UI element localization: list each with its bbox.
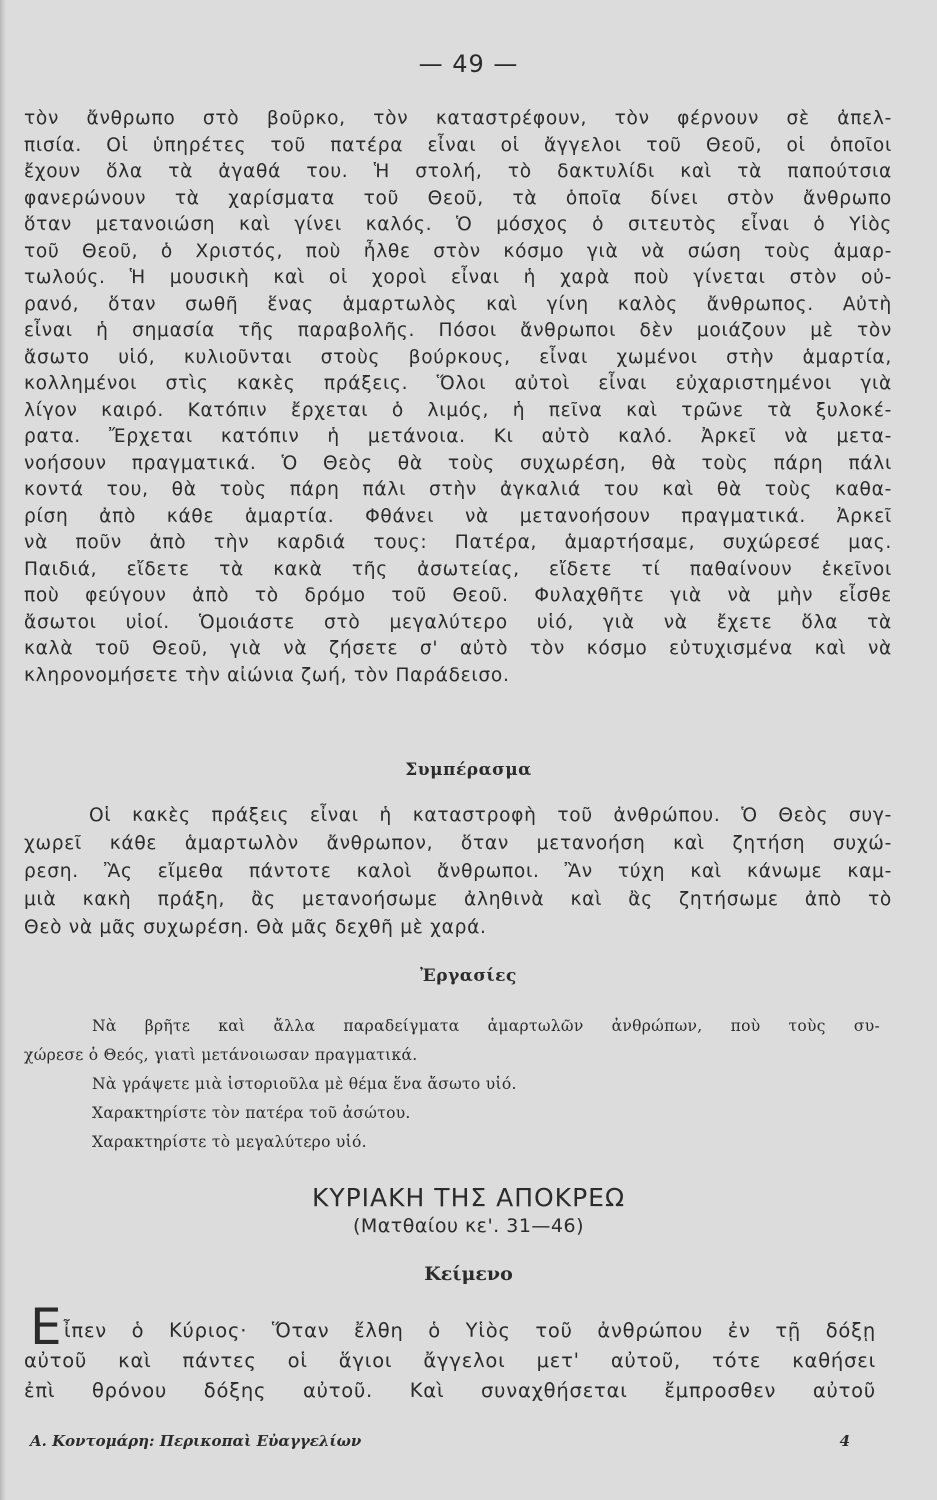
conclusion-line: χωρεῖ κάθε ἁμαρτωλὸν ἄνθρωπον, ὅταν μετανοήση καὶ ζητήση συχώ-	[24, 833, 892, 854]
conclusion-paragraph	[24, 802, 892, 942]
page-number: — 49 —	[418, 50, 519, 78]
chapter-title: ΚΥΡΙΑΚΗ ΤΗΣ ΑΠΟΚΡΕΩ	[311, 1183, 626, 1212]
text-heading: Κείμενο	[424, 1263, 513, 1285]
drop-cap: Ε	[30, 1298, 62, 1356]
conclusion-title: Συμπέρασμα	[405, 760, 532, 780]
body-line: ρατα. Ἔρχεται κατόπιν ἡ μετάνοια. Κι αὐτὸ καλό. Ἀρκεῖ νὰ μετα-	[24, 426, 892, 447]
body-line: φανερώνουν τὰ χαρίσματα τοῦ Θεοῦ, τὰ ὁποῖα δίνει στὸν ἄνθρωπο	[24, 187, 892, 209]
body-line: ρανό, ὅταν σωθῆ ἕνας ἁμαρτωλὸς καὶ γίνη καλὸς ἄνθρωπος. Αὐτὴ	[24, 293, 892, 315]
task-item: Νὰ βρῆτε καὶ ἄλλα παραδείγματα ἁμαρτωλῶν ἀνθρώπων, ποὺ τοὺς συ-	[92, 1017, 880, 1035]
task-item: Χαρακτηρίστε τὸ μεγαλύτερο υἱό.	[92, 1133, 367, 1151]
tasks-title: Ἐργασίες	[420, 966, 517, 986]
conclusion-line: ρεση. Ἂς εἴμεθα πάντοτε καλοὶ ἄνθρωποι. Ἂν τύχη καὶ κάνωμε καμ-	[24, 861, 892, 882]
body-line: εἶναι ἡ σημασία τῆς παραβολῆς. Πόσοι ἄνθρωποι δὲν μοιάζουν μὲ τὸν	[24, 320, 892, 341]
body-line: λίγον καιρό. Κατόπιν ἔρχεται ὁ λιμός, ἡ πεῖνα καὶ τρῶνε τὰ ξυλοκέ-	[24, 399, 892, 421]
body-line: πισία. Οἱ ὑπηρέτες τοῦ πατέρα εἶναι οἱ ἄγγελοι τοῦ Θεοῦ, οἱ ὁποῖοι	[24, 134, 892, 156]
body-paragraph	[24, 106, 892, 689]
body-line: κολλημένοι στὶς κακὲς πράξεις. Ὅλοι αὐτοὶ εἶναι εὐχαριστημένοι γιὰ	[24, 373, 892, 394]
body-line: κληρονομήσετε τὴν αἰώνια ζωή, τὸν Παράδεισο.	[24, 664, 510, 686]
footer-signature-number: 4	[839, 1432, 850, 1450]
tasks-list	[24, 1012, 880, 1157]
body-line: τοῦ Θεοῦ, ὁ Χριστός, ποὺ ἦλθε στὸν κόσμο γιὰ νὰ σώση τοὺς ἁμαρ-	[24, 240, 892, 262]
gospel-line: ἐπὶ θρόνου δόξης αὐτοῦ. Καὶ συναχθήσεται ἔμπροσθεν αὐτοῦ	[24, 1379, 876, 1402]
footer-author: Α. Κοντομάρη: Περικοπαὶ Εὐαγγελίων	[30, 1432, 362, 1450]
task-item: Νὰ γράψετε μιὰ ἱστοριοῦλα μὲ θέμα ἕνα ἄσωτο υἱό.	[92, 1075, 517, 1093]
gospel-line: ἶπεν ὁ Κύριος· Ὅταν ἔλθη ὁ Υἱὸς τοῦ ἀνθρώπου ἐν τῇ δόξῃ	[64, 1319, 876, 1342]
body-line: κοντά του, θὰ τοὺς πάρη πάλι στὴν ἀγκαλιά του καὶ θὰ τοὺς καθα-	[24, 479, 892, 500]
body-line: ρίση ἀπὸ κάθε ἁμαρτία. Φθάνει νὰ μετανοήσουν πραγματικά. Ἀρκεῖ	[24, 505, 892, 527]
conclusion-line: μιὰ κακὴ πράξη, ἂς μετανοήσωμε ἀληθινὰ καὶ ἂς ζητήσωμε ἀπὸ τὸ	[24, 889, 892, 910]
gospel-line: αὐτοῦ καὶ πάντες οἱ ἅγιοι ἄγγελοι μετ' αὐτοῦ, τότε καθήσει	[24, 1349, 876, 1372]
body-line: ἄσωτοι υἱοί. Ὁμοιάστε στὸ μεγαλύτερο υἱό, γιὰ νὰ ἔχετε ὅλα τὰ	[24, 611, 892, 633]
body-line: καλὰ τοῦ Θεοῦ, γιὰ νὰ ζήσετε σ' αὐτὸ τὸν κόσμο εὐτυχισμένα καὶ νὰ	[24, 638, 892, 659]
chapter-reference: (Ματθαίου κε'. 31—46)	[352, 1215, 585, 1237]
body-line: ἄσωτο υἱό, κυλιοῦνται στοὺς βούρκους, εἶναι χωμένοι στὴν ἁμαρτία,	[24, 346, 892, 368]
body-line: νὰ ποῦν ἀπὸ τὴν καρδιά τους: Πατέρα, ἁμαρτήσαμε, συχώρεσέ μας.	[24, 532, 892, 553]
body-line: Παιδιά, εἴδετε τὰ κακὰ τῆς ἀσωτείας, εἴδετε τί παθαίνουν ἐκεῖνοι	[24, 558, 892, 580]
page-footer	[30, 1432, 850, 1450]
body-line: τὸν ἄνθρωπο στὸ βοῦρκο, τὸν καταστρέφουν, τὸν φέρνουν σὲ ἀπελ-	[24, 108, 892, 129]
body-line: ὅταν μετανοιώση καὶ γίνει καλός. Ὁ μόσχος ὁ σιτευτὸς εἶναι ὁ Υἱὸς	[24, 214, 892, 235]
conclusion-line: Οἱ κακὲς πράξεις εἶναι ἡ καταστροφὴ τοῦ ἀνθρώπου. Ὁ Θεὸς συγ-	[89, 805, 892, 826]
body-line: ποὺ φεύγουν ἀπὸ τὸ δρόμο τοῦ Θεοῦ. Φυλαχθῆτε γιὰ νὰ μὴν εἶσθε	[24, 585, 892, 606]
task-item-continuation: χώρεσε ὁ Θεός, γιατὶ μετάνοιωσαν πραγματικά.	[24, 1046, 418, 1064]
task-item: Χαρακτηρίστε τὸν πατέρα τοῦ ἀσώτου.	[92, 1104, 411, 1122]
body-line: νοήσουν πραγματικά. Ὁ Θεὸς θὰ τοὺς συχωρέση, θὰ τοὺς πάρη πάλι	[24, 452, 892, 474]
gospel-text	[24, 1316, 876, 1406]
body-line: τωλούς. Ἡ μουσικὴ καὶ οἱ χοροὶ εἶναι ἡ χαρὰ ποὺ γίνεται στὸν οὐ-	[24, 267, 892, 288]
body-line: ἔχουν ὅλα τὰ ἀγαθά του. Ἡ στολή, τὸ δακτυλίδι καὶ τὰ παπούτσια	[24, 161, 892, 182]
conclusion-line: Θεὸ νὰ μᾶς συχωρέση. Θὰ μᾶς δεχθῆ μὲ χαρά.	[24, 917, 487, 938]
